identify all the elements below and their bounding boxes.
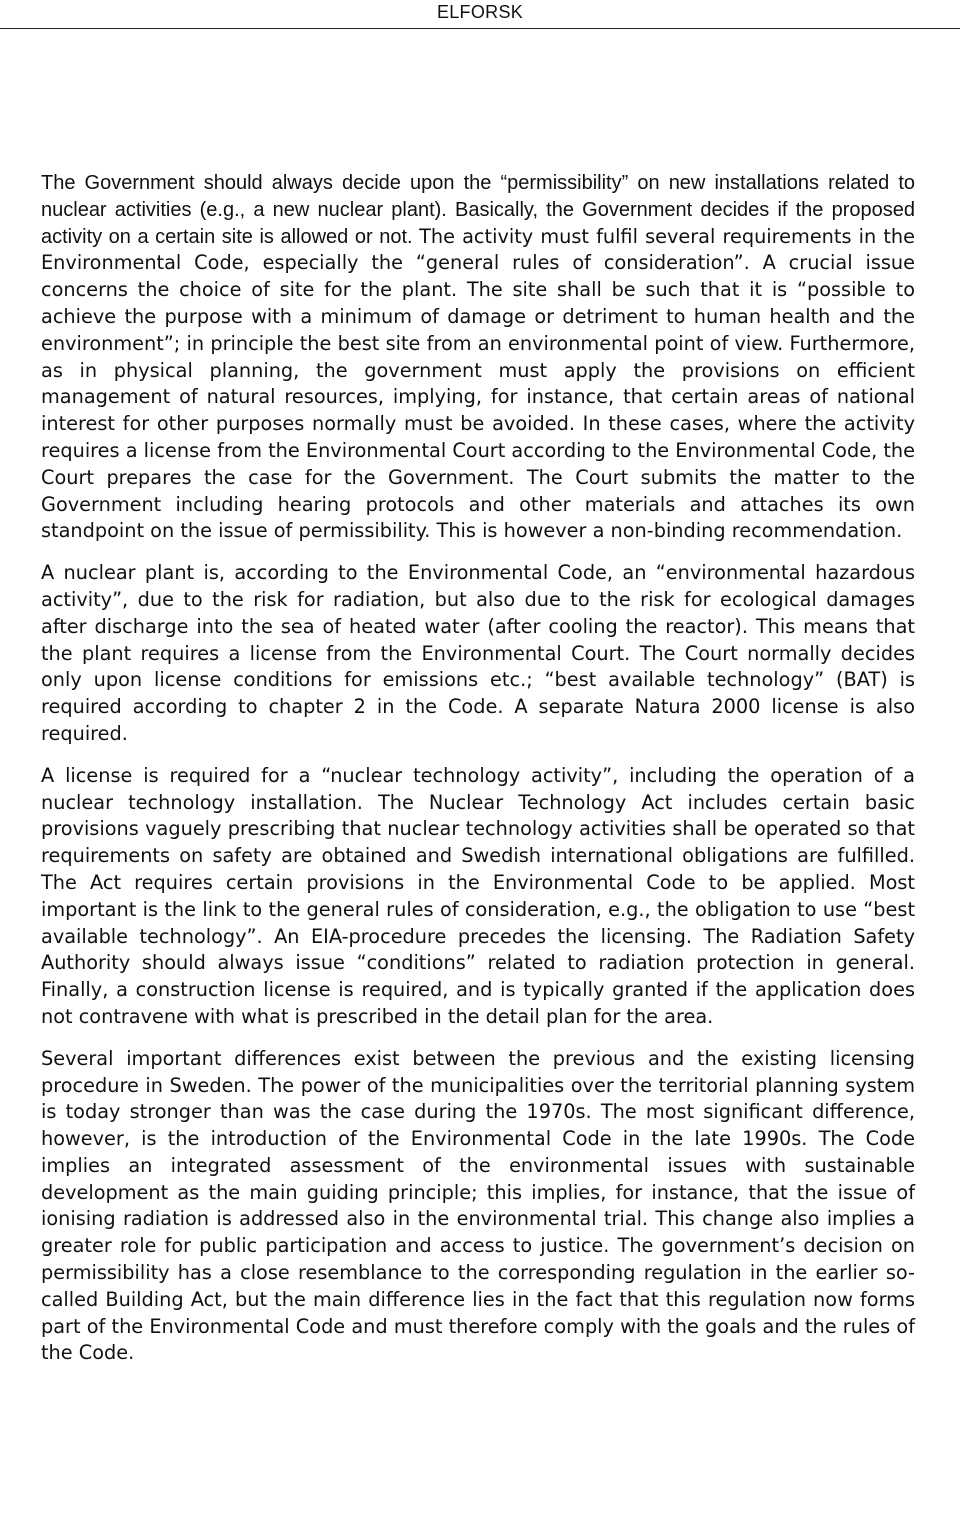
paragraph-4: Several important differences exist between the previous and the existing licensing procedure in Sweden. The power of the municipalities over the territorial planning system is today stronger than was the case during the 1970s. The most significant difference, however, is the introduction of the Environmental Code in the late 1990s. The Code implies an integrated assessment of the environmental issues with sustainable development as the main guiding principle; this implies, for instance, that the issue of ionising radiation is addressed also in the environmental trial. This change also implies a greater role for public participation and access to justice. The government’s decision on permissibility has a close resemblance to the corresponding regulation in the earlier so-called Building Act, but the main difference lies in the fact that this regulation now forms part of the Environmental Code and must therefore comply with the goals and the rules of the Code. — [41, 1046, 915, 1365]
paragraph-2: A nuclear plant is, according to the Environmental Code, an “environmental hazardous activity”, due to the risk for radiation, but also due to the risk for ecological damages after discharge into the sea of heated water (after cooling the reactor). This means that the plant requires a license from the Environmental Court. The Court normally decides only upon license conditions for emissions etc.; “best available technology” (BAT) is required according to chapter 2 in the Code. A separate Natura 2000 license is also required. — [41, 561, 915, 745]
page-header — [0, 0, 960, 29]
paragraph-3: A license is required for a “nuclear technology activity”, including the operation of a nuclear technology installation. The Nuclear Technology Act includes certain basic provisions vaguely prescribing that nuclear technology activities shall be operated so that requirements on safety are obtained and Swedish international obligations are fulfilled. The Act requires certain provisions in the Environmental Code to be applied. Most important is the link to the general rules of consideration, e.g., the obligation to use “best available technology”. An EIA-procedure precedes the licensing. The Radiation Safety Authority should always issue “conditions” related to radiation protection in general. Finally, a construction license is required, and is typically granted if the application does not contravene with what is prescribed in the detail plan for the area. — [41, 763, 915, 1028]
document-body — [41, 170, 915, 1382]
paragraph-1-rest: The activity must fulfil several requirements in the Environmental Code, especially the “general rules of consideration”. A crucial issue concerns the choice of site for the plant. The site shall be such that it is “possible to achieve the purpose with a minimum of damage or detriment to human health and the environment”; in principle the best site from an environmental point of view. Furthermore, as in physical planning, the government must apply the provisions on efficient management of natural resources, implying, for instance, that certain areas of national interest for other purposes normally must be avoided. In these cases, where the activity requires a license from the Environmental Court according to the Environmental Code, the Court prepares the case for the Government. The Court submits the matter to the Government including hearing protocols and other materials and attaches its own standpoint on the issue of permissibility. This is however a non-binding recommendation. — [41, 224, 915, 543]
paragraph-1 — [41, 170, 915, 545]
paragraph-1-lead: The Government should always decide upon the “permissibility” on new installations related to nuclear activities (e.g., a new nuclear plant). Basically, the Government decides if the proposed activity on a certain site is allowed or not. — [41, 172, 915, 248]
header-title: ELFORSK — [436, 2, 524, 22]
